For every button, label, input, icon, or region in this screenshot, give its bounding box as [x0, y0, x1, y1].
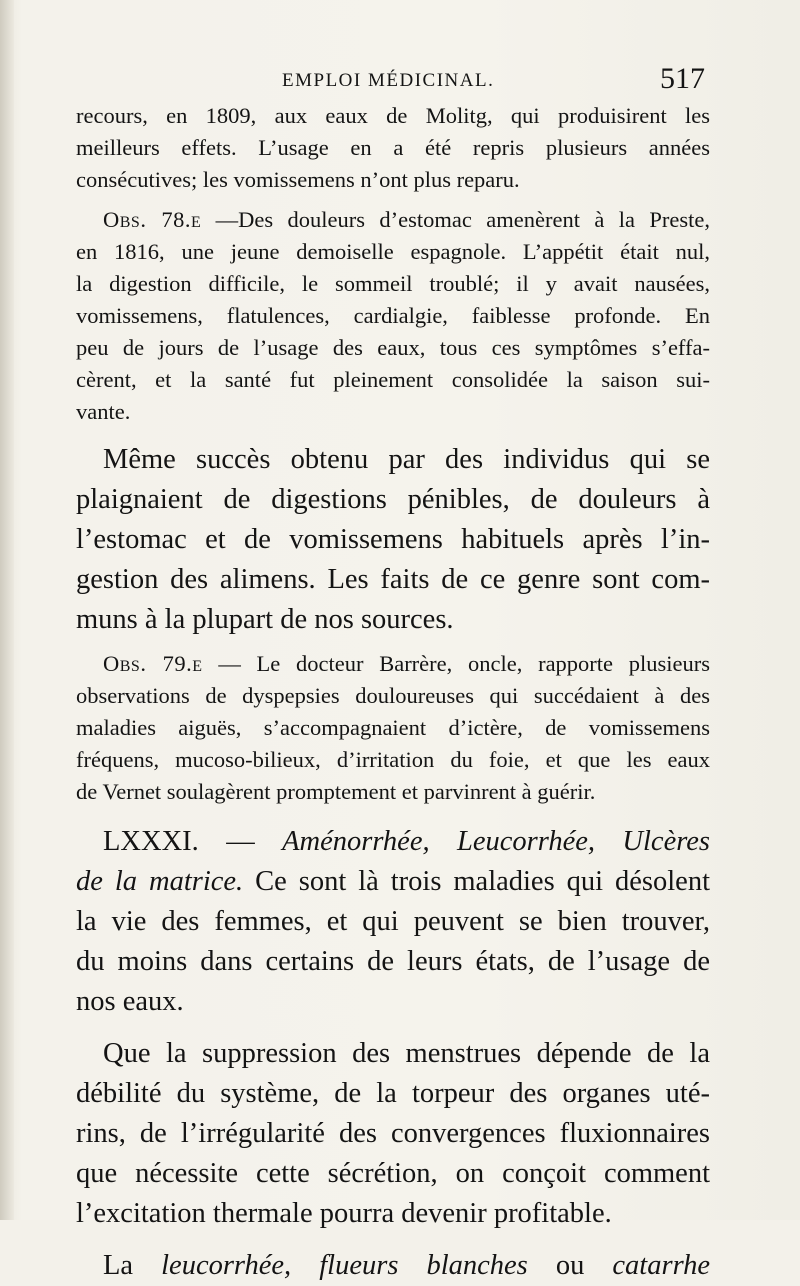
page-gutter-shadow	[0, 0, 14, 1220]
section-title-continued: de la matrice.	[76, 866, 244, 897]
text-line: peu de jours de l’usage des eaux, tous ces symptômes s’effa-	[76, 335, 710, 360]
text-line: la vie des femmes, et qui peuvent se bien trouver,	[76, 906, 710, 937]
text-line: l’excitation thermale pourra devenir profitable.	[76, 1198, 612, 1229]
text-line	[76, 1246, 710, 1286]
italic-term: leucorrhée,	[161, 1250, 292, 1281]
text-line: du moins dans certains de leurs états, de l’usage de	[76, 946, 710, 977]
text-line: cèrent, et la santé fut pleinement consolidée la saison sui-	[76, 367, 710, 392]
page-text	[76, 100, 710, 1286]
text-line: de Vernet soulagèrent promptement et parvinrent à guérir.	[76, 779, 596, 804]
observation-label: Obs. 78.e	[103, 207, 202, 232]
text-line: fréquens, mucoso-bilieux, d’irritation du foie, et que les eaux	[76, 747, 710, 772]
text-word: ou	[555, 1250, 585, 1281]
page-number: 517	[660, 62, 705, 95]
italic-term: flueurs blanches	[319, 1250, 528, 1281]
text-line: vomissemens, flatulences, cardialgie, faiblesse profonde. En	[76, 303, 710, 328]
text-word: La	[103, 1250, 134, 1281]
text-line: l’estomac et de vomissemens habituels après l’in-	[76, 524, 710, 555]
text-line: la digestion difficile, le sommeil troublé; il y avait nausées,	[76, 271, 710, 296]
text-line: meilleurs effets. L’usage en a été repris plusieurs années	[76, 135, 710, 160]
paragraph-continuation	[76, 100, 710, 196]
text-line: observations de dyspepsies douloureuses qui succédaient à des	[76, 683, 710, 708]
section-heading-line	[76, 822, 710, 862]
text-line: rins, de l’irrégularité des convergences fluxionnaires	[76, 1118, 710, 1149]
page-header	[0, 62, 800, 102]
text-line: muns à la plupart de nos sources.	[76, 604, 454, 635]
text-line: consécutives; les vomissemens n’ont plus reparu.	[76, 167, 520, 192]
text-line: débilité du système, de la torpeur des organes uté-	[76, 1078, 710, 1109]
section-number: LXXXI.	[103, 826, 199, 857]
italic-term: catarrhe	[612, 1250, 711, 1281]
text-line: plaignaient de digestions pénibles, de douleurs à	[76, 484, 710, 515]
section-dash: —	[226, 826, 255, 857]
text-line: gestion des alimens. Les faits de ce genre sont com-	[76, 564, 710, 595]
text-line	[76, 862, 710, 902]
section-title: Aménorrhée, Leucorrhée, Ulcères	[282, 826, 711, 857]
text-line	[76, 648, 710, 680]
text-line: vante.	[76, 399, 131, 424]
text-line	[76, 204, 710, 236]
text-line: Que la suppression des menstrues dépende de la	[103, 1038, 710, 1069]
observation-text: — Le docteur Barrère, oncle, rapporte plusieurs	[218, 651, 711, 676]
section-lxxxi	[76, 822, 710, 1022]
text-line: nos eaux.	[76, 986, 184, 1017]
text-line: en 1816, une jeune demoiselle espagnole. L’appétit était nul,	[76, 239, 710, 264]
observation-78	[76, 204, 710, 428]
text-line: maladies aiguës, s’accompagnaient d’ictère, de vomissemens	[76, 715, 710, 740]
observation-label: Obs. 79.e	[103, 651, 203, 676]
paragraph-menstrues	[76, 1034, 710, 1234]
paragraph-leucorrhee	[76, 1246, 710, 1286]
running-head: EMPLOI MÉDICINAL.	[282, 70, 495, 91]
observation-text: —Des douleurs d’estomac amenèrent à la Preste,	[215, 207, 711, 232]
text-line: que nécessite cette sécrétion, on conçoit comment	[76, 1158, 710, 1189]
text-line: recours, en 1809, aux eaux de Molitg, qui produisirent les	[76, 103, 710, 128]
observation-79	[76, 648, 710, 808]
paragraph-digestions	[76, 440, 710, 640]
section-text: Ce sont là trois maladies qui désolent	[255, 866, 710, 897]
text-line: Même succès obtenu par des individus qui se	[103, 444, 710, 475]
